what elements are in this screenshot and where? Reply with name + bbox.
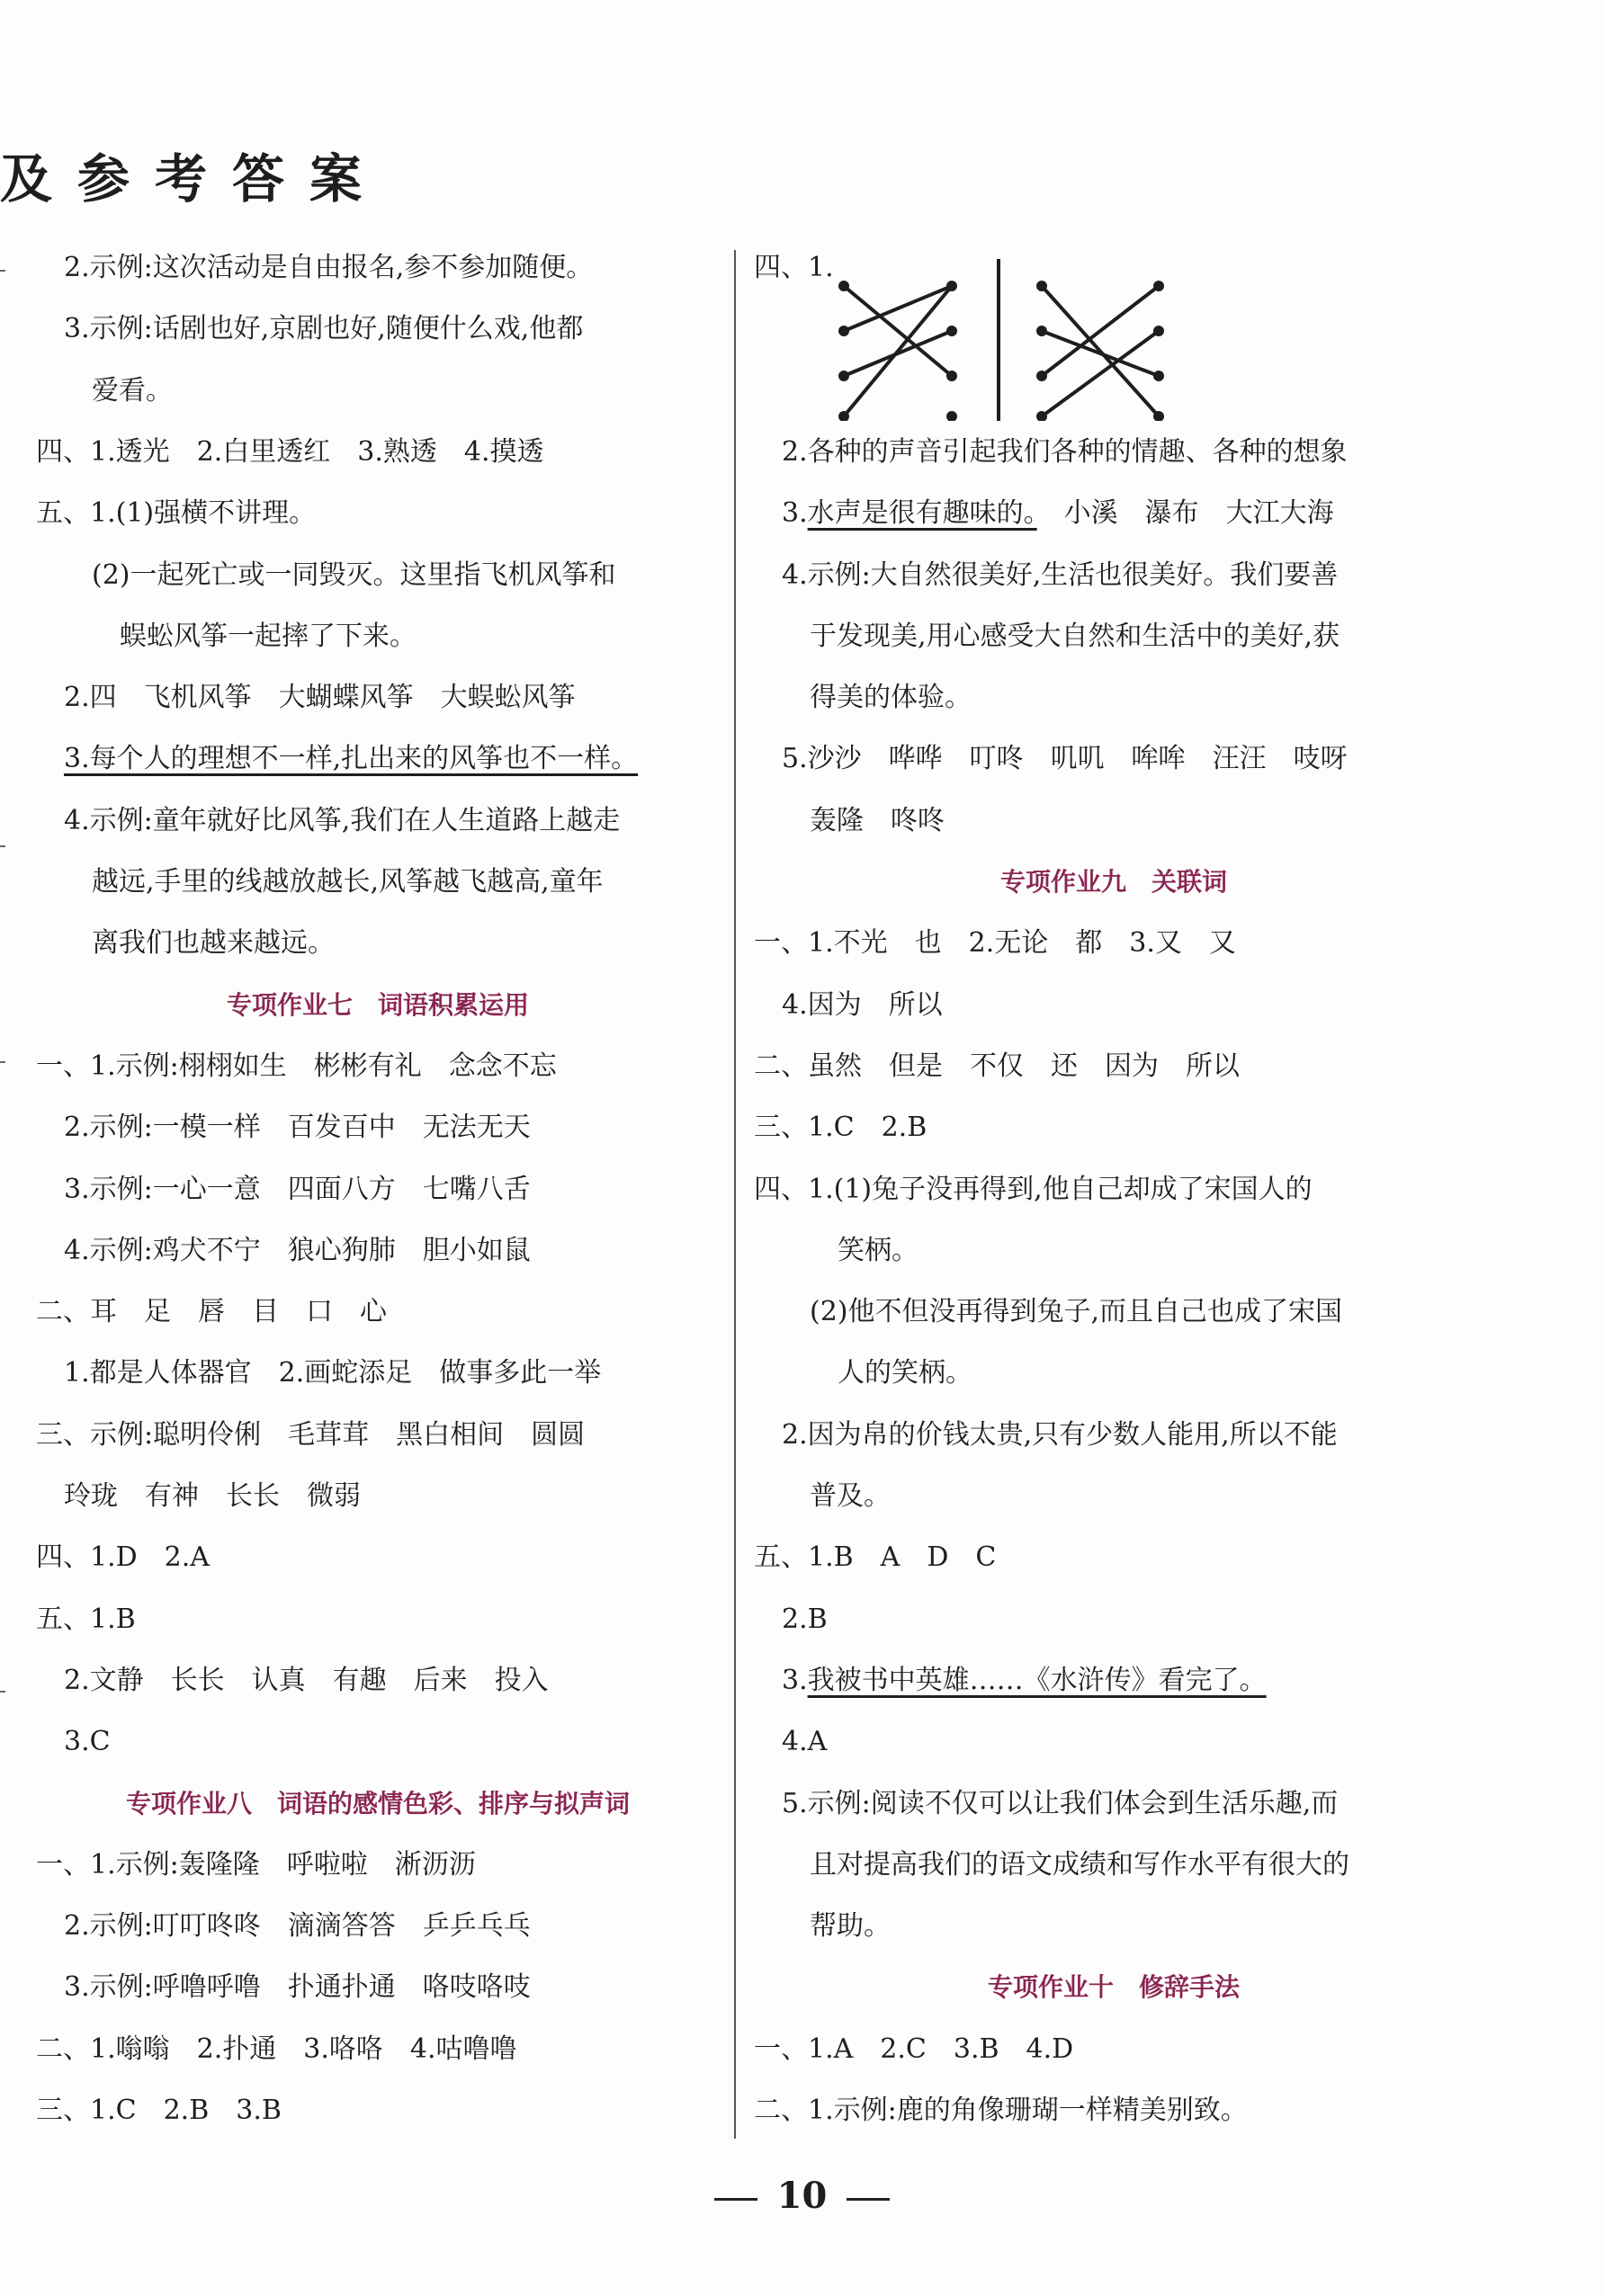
answer-line: 于发现美,用心感受大自然和生活中的美好,获	[810, 620, 1340, 652]
answer-line: 二、1.示例:鹿的角像珊瑚一样精美别致。	[754, 2095, 1248, 2126]
answer-line: 4.因为 所以	[782, 988, 943, 1021]
answer-line: 2.示例:这次活动是自由报名,参不参加随便。	[64, 252, 594, 283]
match-dot	[838, 326, 849, 336]
answer-line: 离我们也越来越远。	[92, 927, 335, 960]
answer-line: 轰隆 咚咚	[810, 804, 945, 836]
answer-line: 3.示例:一心一意 四面八方 七嘴八舌	[64, 1173, 531, 1205]
match-line	[1042, 286, 1159, 376]
footer-dash-right	[847, 2198, 890, 2201]
match-dot	[1153, 371, 1164, 381]
match-dot	[838, 281, 849, 291]
answer-line: 二、耳 足 唇 目 口 心	[36, 1296, 387, 1328]
answer-line: 2.文静 长长 认真 有趣 后来 投入	[64, 1664, 549, 1696]
answer-line: 普及。	[810, 1480, 891, 1512]
answer-line: 一、1.示例:轰隆隆 呼啦啦 淅沥沥	[36, 1848, 476, 1881]
answer-line: (2)一起死亡或一同毁灭。这里指飞机风筝和	[92, 558, 616, 591]
answer-line: 一、1.示例:栩栩如生 彬彬有礼 念念不忘	[36, 1050, 557, 1082]
answer-line: 4.示例:鸡犬不宁 狼心狗肺 胆小如鼠	[64, 1234, 531, 1266]
answer-line: (2)他不但没再得到兔子,而且自己也成了宋国	[810, 1296, 1343, 1328]
page-number: 10	[776, 2175, 828, 2217]
answer-line: 3.C	[64, 1726, 111, 1758]
answer-line: 四、1.	[754, 250, 834, 286]
footer-dash-left	[714, 2198, 757, 2201]
binding-edge-mark	[0, 845, 5, 847]
page-title: 及参考答案	[0, 148, 388, 210]
answer-line: 4.示例:大自然很美好,生活也很美好。我们要善	[782, 558, 1339, 591]
answer-line: 四、1.透光 2.白里透红 3.熟透 4.摸透	[36, 435, 544, 468]
match-line	[1042, 331, 1159, 376]
match-line	[844, 286, 952, 416]
answer-line: 5.沙沙 哗哗 叮咚 叽叽 哞哞 汪汪 吱呀	[782, 743, 1348, 775]
answer-line: 四、1.(1)兔子没再得到,他自己却成了宋国人的	[754, 1173, 1313, 1205]
section-heading: 专项作业七 词语积累运用	[226, 989, 529, 1020]
answer-line: 4.示例:童年就好比风筝,我们在人生道路上越走	[64, 804, 621, 836]
answer-line: 帮助。	[810, 1910, 891, 1943]
answer-line: 五、1.(1)强横不讲理。	[36, 497, 317, 530]
answer-line: 爱看。	[92, 374, 173, 406]
answer-line: 得美的体验。	[810, 682, 972, 714]
matching-lines-figure	[826, 259, 1204, 421]
answer-line: 3.我被书中英雄……《水浒传》看完了。	[782, 1664, 1267, 1696]
match-line	[1042, 331, 1159, 416]
binding-edge-mark	[0, 1061, 5, 1063]
answer-line: 3.水声是很有趣味的。 小溪 瀑布 大江大海	[782, 497, 1334, 530]
answer-line: 三、示例:聪明伶俐 毛茸茸 黑白相间 圆圆	[36, 1418, 586, 1451]
binding-edge-mark	[0, 1691, 5, 1693]
answer-line: 一、1.不光 也 2.无论 都 3.又 又	[754, 927, 1236, 960]
match-dot	[1036, 326, 1047, 336]
answer-line: 3.每个人的理想不一样,扎出来的风筝也不一样。	[64, 743, 639, 775]
answer-line: 5.示例:阅读不仅可以让我们体会到生活乐趣,而	[782, 1787, 1339, 1819]
match-dot	[946, 371, 957, 381]
answer-line: 一、1.A 2.C 3.B 4.D	[754, 2032, 1074, 2065]
answer-line: 越远,手里的线越放越长,风筝越飞越高,童年	[92, 866, 604, 898]
answer-line: 二、虽然 但是 不仅 还 因为 所以	[754, 1050, 1240, 1082]
match-dot	[946, 326, 957, 336]
answer-line: 2.四 飞机风筝 大蝴蝶风筝 大蜈蚣风筝	[64, 682, 576, 714]
match-dot	[1036, 371, 1047, 381]
match-dot	[1153, 281, 1164, 291]
match-dot	[946, 411, 957, 421]
answer-line: 2.各种的声音引起我们各种的情趣、各种的想象	[782, 435, 1348, 468]
match-dot	[1153, 326, 1164, 336]
match-line	[844, 286, 952, 331]
answer-line: 三、1.C 2.B	[754, 1112, 927, 1144]
answer-line: 玲珑 有神 长长 微弱	[64, 1480, 361, 1512]
match-dot	[838, 371, 849, 381]
answer-line: 3.示例:话剧也好,京剧也好,随便什么戏,他都	[64, 313, 584, 345]
answer-line: 四、1.D 2.A	[36, 1541, 210, 1574]
section-heading: 专项作业十 修辞手法	[987, 1972, 1240, 2003]
answer-line: 蜈蚣风筝一起摔了下来。	[120, 620, 417, 652]
answer-line: 且对提高我们的语文成绩和写作水平有很大的	[810, 1848, 1349, 1881]
answer-line: 五、1.B A D C	[754, 1541, 997, 1574]
answer-line: 三、1.C 2.B 3.B	[36, 2095, 282, 2126]
match-line	[844, 286, 952, 376]
section-heading: 专项作业九 关联词	[999, 867, 1227, 897]
answer-line: 二、1.嗡嗡 2.扑通 3.咯咯 4.咕噜噜	[36, 2032, 517, 2065]
answer-line: 2.因为帛的价钱太贵,只有少数人能用,所以不能	[782, 1418, 1338, 1451]
answer-line: 3.示例:呼噜呼噜 扑通扑通 咯吱咯吱	[64, 1971, 531, 2004]
binding-edge-mark	[0, 270, 5, 272]
answer-line: 2.B	[782, 1603, 828, 1635]
answer-line: 人的笑柄。	[838, 1357, 972, 1389]
answer-line: 2.示例:叮叮咚咚 滴滴答答 乒乒乓乓	[64, 1910, 531, 1943]
page-footer	[0, 2175, 1604, 2217]
answer-line: 1.都是人体器官 2.画蛇添足 做事多此一举	[64, 1357, 602, 1389]
answer-line: 五、1.B	[36, 1603, 136, 1635]
match-line	[1042, 286, 1159, 416]
answer-line: 2.示例:一模一样 百发百中 无法无天	[64, 1112, 531, 1144]
match-dot	[1036, 281, 1047, 291]
section-heading: 专项作业八 词语的感情色彩、排序与拟声词	[125, 1788, 630, 1818]
answer-line: 4.A	[782, 1726, 828, 1758]
match-dot	[946, 281, 957, 291]
column-divider	[734, 250, 736, 2139]
answer-line: 笑柄。	[838, 1234, 918, 1266]
